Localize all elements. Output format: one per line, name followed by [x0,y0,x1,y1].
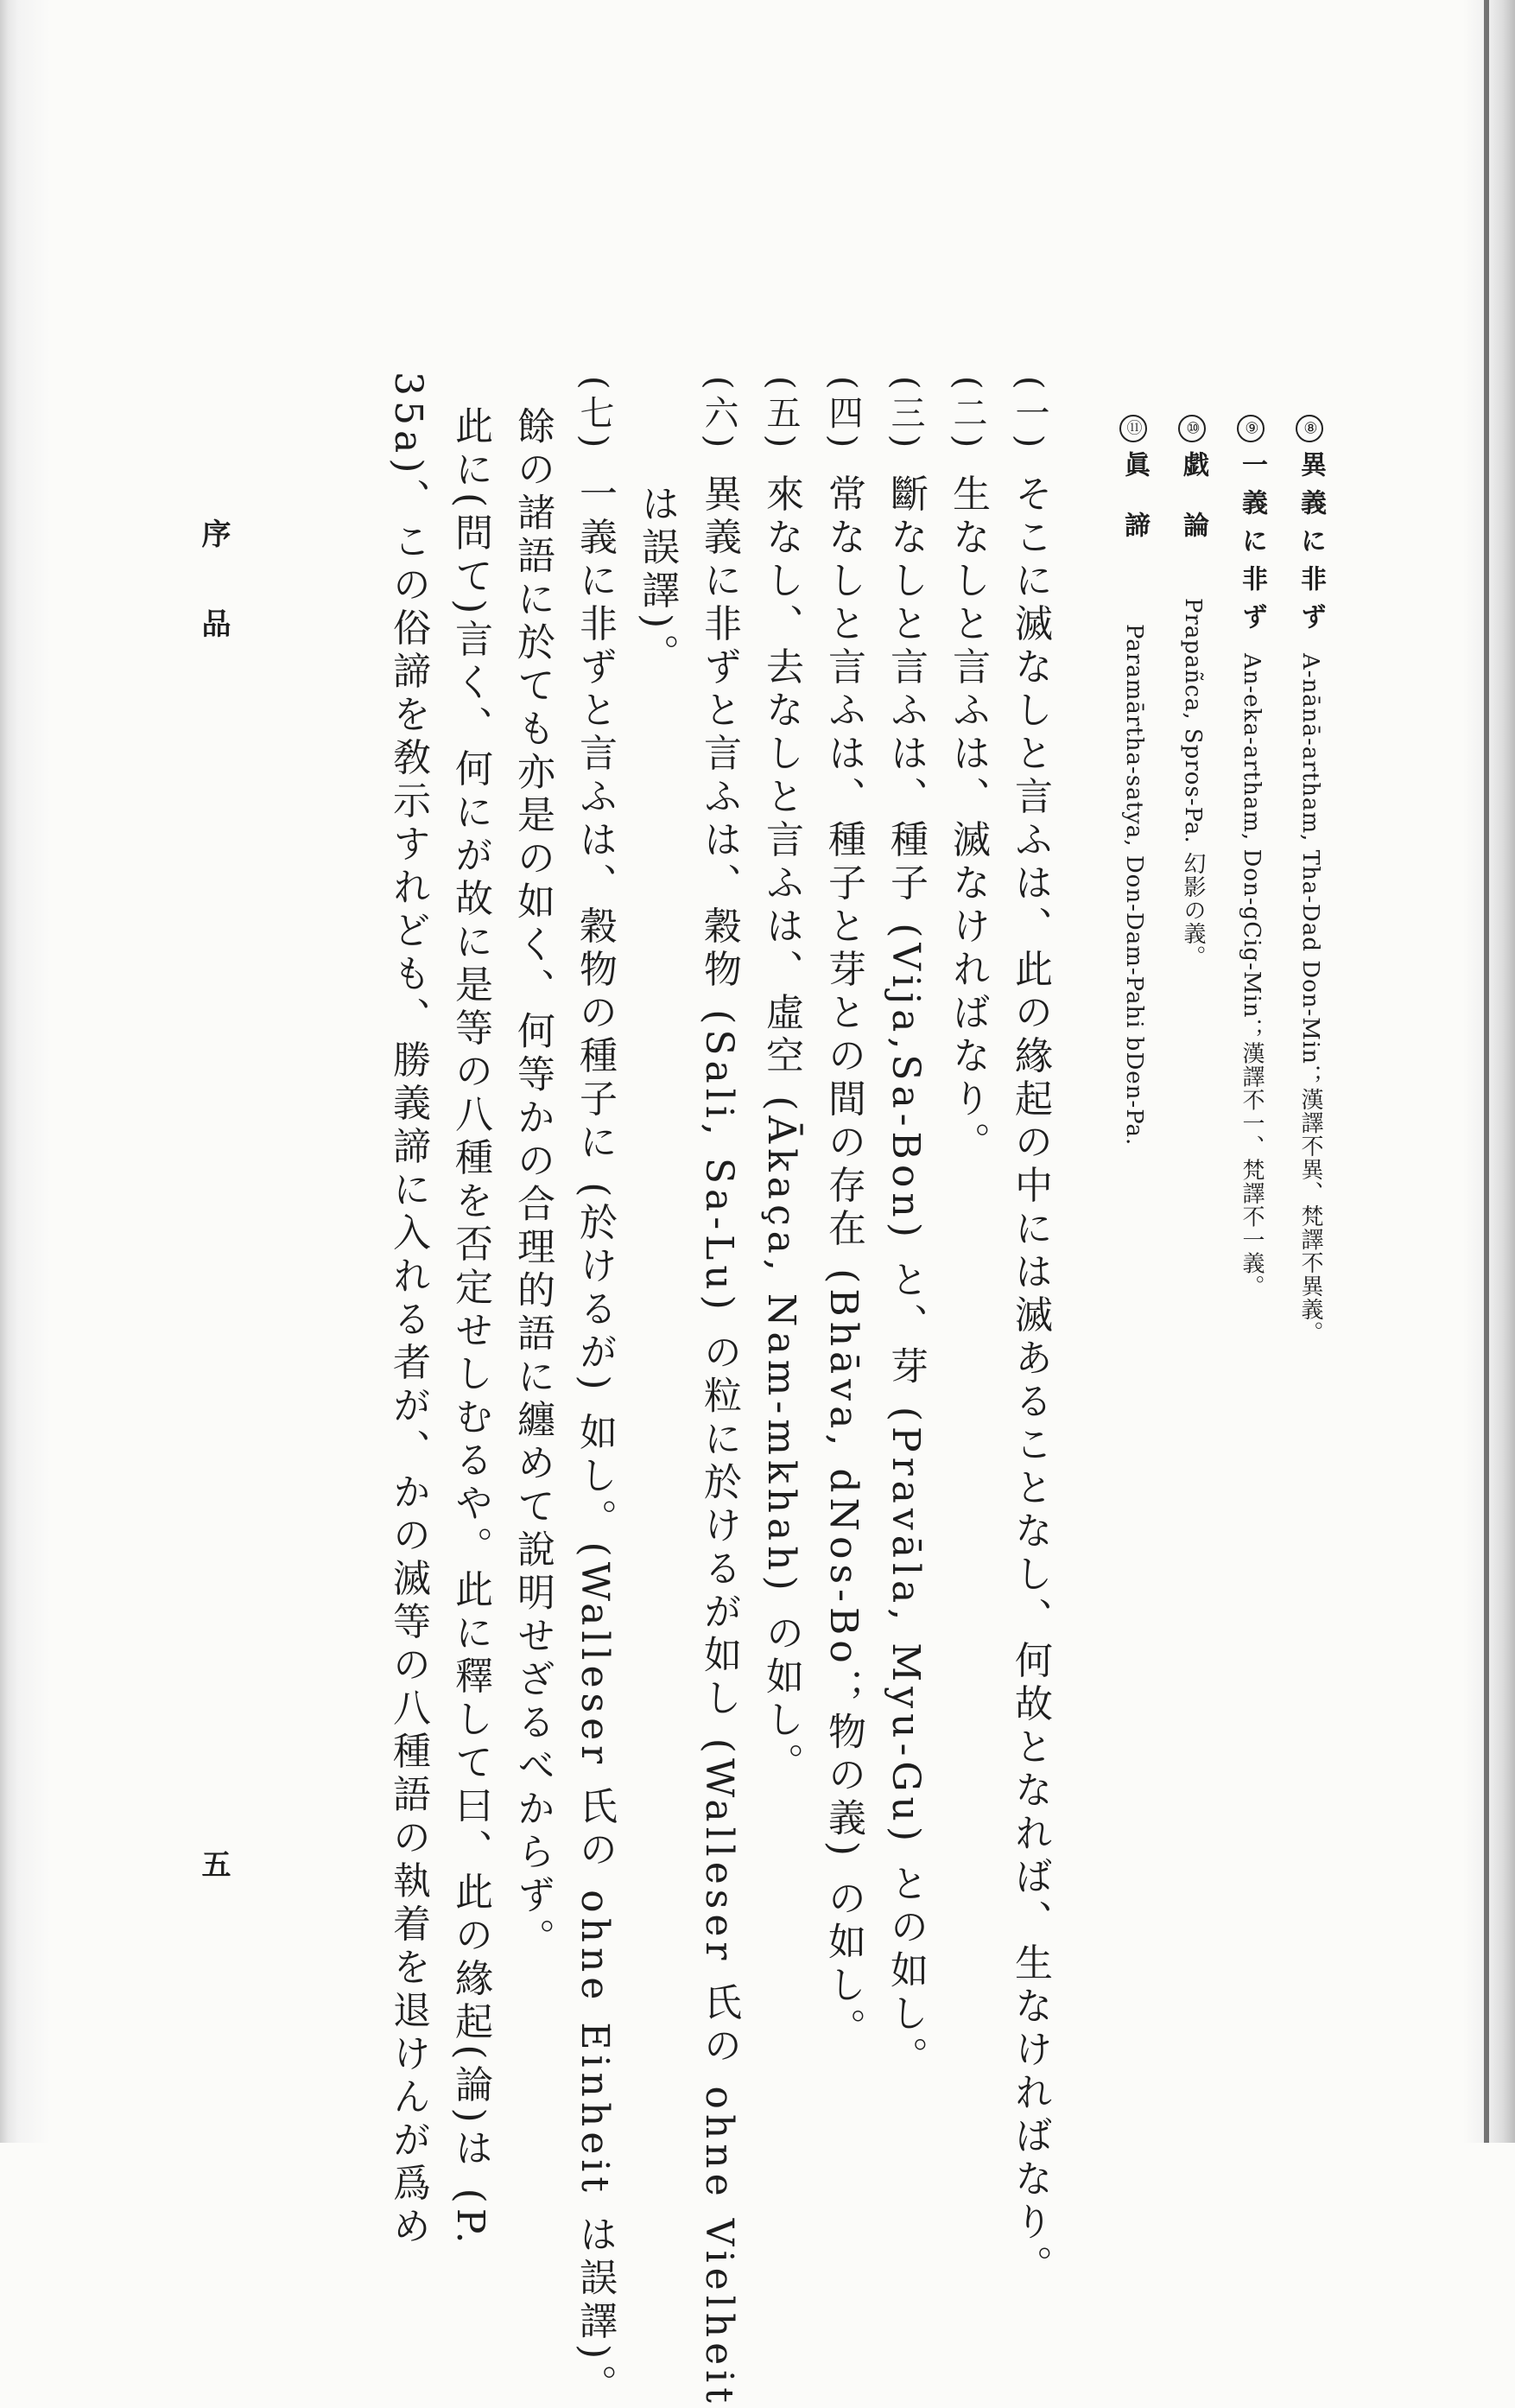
text-column-1 [1008,376,1052,2289]
section-title: 序品 [196,518,231,698]
footnote-9 [1237,415,1265,1299]
text-column-3 [884,376,928,2081]
text-column-9 [510,406,555,1961]
footnote-gloss: Paramārtha-satya, Don-Dam-Pahi bDen-Pa. [1121,624,1147,1147]
text-column-11 [386,372,430,2250]
column-text: 生なしと言ふは、滅なければなり。 [946,473,990,1166]
column-text: 一義に非ずと言ふは、穀物の種子に (於けるが) 如し。(Walleser 氏の ohne Einheit は誤譯)。 [573,473,617,2408]
text-column-2 [946,376,990,1166]
item-marker: (七) [574,376,614,454]
scan-edge-right [1463,0,1515,2143]
item-marker: (六) [699,376,738,454]
text-column-7 [635,484,679,677]
footnote-gloss: A-nānā-artham, Tha-Dad Don-Min；漢譯不異、梵譯不異義。 [1297,653,1323,1344]
footnote-11 [1119,415,1150,1147]
book-spine-shadow [1484,0,1489,2143]
column-text: 35a)、この俗諦を敎示すれども、勝義諦に入れる者が、かの滅等の八種語の執着を退けんが爲め [386,372,430,2250]
column-text: 此に(問て)言く、何にが故に是等の八種を否定せしむるや。此に釋して曰、此の緣起(論)は (P. [448,406,492,2249]
footnote-gloss: An-eka-artham, Don-gCig-Min；漢譯不一、梵譯不一義。 [1239,653,1265,1299]
column-text: は誤譯)。 [635,484,679,677]
column-text: 來なし、去なしと言ふは、虛空 (Ākaça, Nam-mkhah) の如し。 [759,473,803,1786]
item-marker: (三) [885,376,925,454]
footnote-term: 異義に非ず [1296,451,1326,641]
item-marker: (四) [823,376,863,454]
footnote-term: 眞諦 [1119,451,1150,572]
column-text: そこに滅なしと言ふは、此の緣起の中には滅あることなし、何故となれば、生なければなり。 [1008,473,1052,2289]
column-text: 異義に非ずと言ふは、穀物 (Sali, Sa-Lu) の粒に於けるが如し (Walleser 氏の ohne Vielheit [697,473,741,2408]
footnote-number: ⑪ [1119,415,1147,442]
footnote-number: ⑩ [1178,415,1206,442]
footnote-8 [1296,415,1326,1344]
text-column-5 [759,376,803,1786]
footnote-term: 戯論 [1178,451,1208,572]
text-column-6 [697,376,741,2408]
column-text: 斷なしと言ふは、種子 (Vija,Sa-Bon) と、芽 (Pravāla, Myu-Gu) との如し。 [884,473,928,2081]
item-marker: (五) [761,376,801,454]
footnote-number: ⑧ [1296,415,1323,442]
text-column-10 [448,406,492,2249]
footnote-gloss: Prapañca, Spros-Pa. 幻影の義。 [1180,598,1206,969]
text-column-4 [821,376,865,2051]
footnote-term: 一義に非ず [1237,451,1267,641]
column-text: 餘の諸語に於ても亦是の如く、何等かの合理的語に纏めて說明せざるべからず。 [510,406,555,1961]
column-text: 常なしと言ふは、種子と芽との間の存在 (Bhāva, dNos-Bo；物の義) の如し。 [821,473,865,2051]
item-marker: (一) [1010,376,1049,454]
footnote-10 [1178,415,1206,969]
footnote-number: ⑨ [1237,415,1265,442]
item-marker: (二) [948,376,987,454]
scan-edge-left [0,0,50,2143]
text-column-8 [573,376,617,2408]
page-number: 五 [196,1849,231,1878]
